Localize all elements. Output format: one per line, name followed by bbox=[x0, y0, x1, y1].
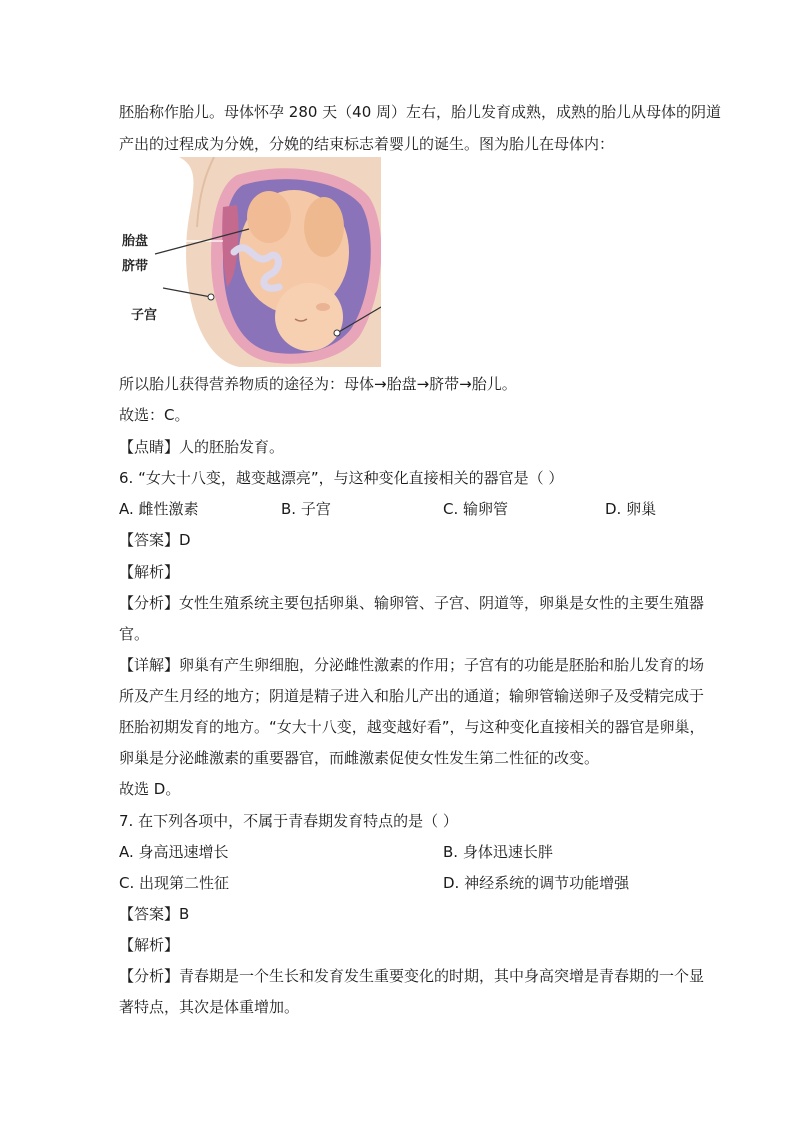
q6-option-a: A. 雌性激素 bbox=[119, 500, 199, 518]
q7-option-b: B. 身体迅速长胖 bbox=[443, 843, 553, 861]
q7-answer: 【答案】B bbox=[119, 905, 190, 923]
q5-answer: 故选：C。 bbox=[119, 406, 190, 424]
label-uterus: 子宫 bbox=[131, 308, 158, 323]
q6-analysis-heading: 【解析】 bbox=[119, 563, 180, 581]
q6-detail-line-4: 卵巢是分泌雌激素的重要器官，而雌激素促使女性发生第二性征的改变。 bbox=[119, 749, 600, 767]
nutrition-pathway: 所以胎儿获得营养物质的途径为：母体→胎盘→脐带→胎儿。 bbox=[119, 375, 517, 393]
q6-stem: 6. “女大十八变，越变越漂亮”，与这种变化直接相关的器官是（ ） bbox=[119, 469, 564, 487]
q6-analysis-line-2: 官。 bbox=[119, 625, 150, 643]
q7-option-c: C. 出现第二性征 bbox=[119, 874, 230, 892]
intro-line-2: 产出的过程成为分娩，分娩的结束标志着婴儿的诞生。图为胎儿在母体内： bbox=[119, 135, 615, 153]
q6-detail-line-1: 【详解】卵巢有产生卵细胞，分泌雌性激素的作用；子宫有的功能是胚胎和胎儿发育的场 bbox=[119, 656, 705, 674]
q7-analysis-line-1: 【分析】青春期是一个生长和发育发生重要变化的时期，其中身高突增是青春期的一个显 bbox=[119, 967, 705, 985]
fetus-illustration bbox=[119, 157, 381, 367]
label-umbilical-cord: 脐带 bbox=[122, 259, 149, 274]
fetus-head bbox=[275, 283, 343, 351]
q7-stem: 7. 在下列各项中，不属于青春期发育特点的是（ ） bbox=[119, 812, 458, 830]
intro-line-1: 胚胎称作胎儿。母体怀孕 280 天（40 周）左右，胎儿发育成熟，成熟的胎儿从母体的阴道 bbox=[119, 103, 722, 121]
q6-answer: 【答案】D bbox=[119, 531, 191, 549]
q5-comment: 【点睛】人的胚胎发育。 bbox=[119, 438, 285, 456]
q6-option-b: B. 子宫 bbox=[281, 500, 331, 518]
q6-detail-line-3: 胚胎初期发育的地方。“女大十八变，越变越好看”，与这种变化直接相关的器官是卵巢， bbox=[119, 718, 705, 736]
fetus-in-womb-figure bbox=[119, 157, 381, 367]
q6-option-c: C. 输卵管 bbox=[443, 500, 509, 518]
q7-analysis-heading: 【解析】 bbox=[119, 936, 180, 954]
q7-option-a: A. 身高迅速增长 bbox=[119, 843, 229, 861]
q7-analysis-line-2: 著特点，其次是体重增加。 bbox=[119, 998, 300, 1016]
q7-option-d: D. 神经系统的调节功能增强 bbox=[443, 874, 630, 892]
q6-choose: 故选 D。 bbox=[119, 780, 181, 798]
q6-option-d: D. 卵巢 bbox=[605, 500, 657, 518]
q6-analysis-line-1: 【分析】女性生殖系统主要包括卵巢、输卵管、子宫、阴道等，卵巢是女性的主要生殖器 bbox=[119, 594, 705, 612]
q6-detail-line-2: 所及产生月经的地方；阴道是精子进入和胎儿产出的通道；输卵管输送卵子及受精完成于 bbox=[119, 687, 705, 705]
label-placenta: 胎盘 bbox=[122, 234, 149, 249]
